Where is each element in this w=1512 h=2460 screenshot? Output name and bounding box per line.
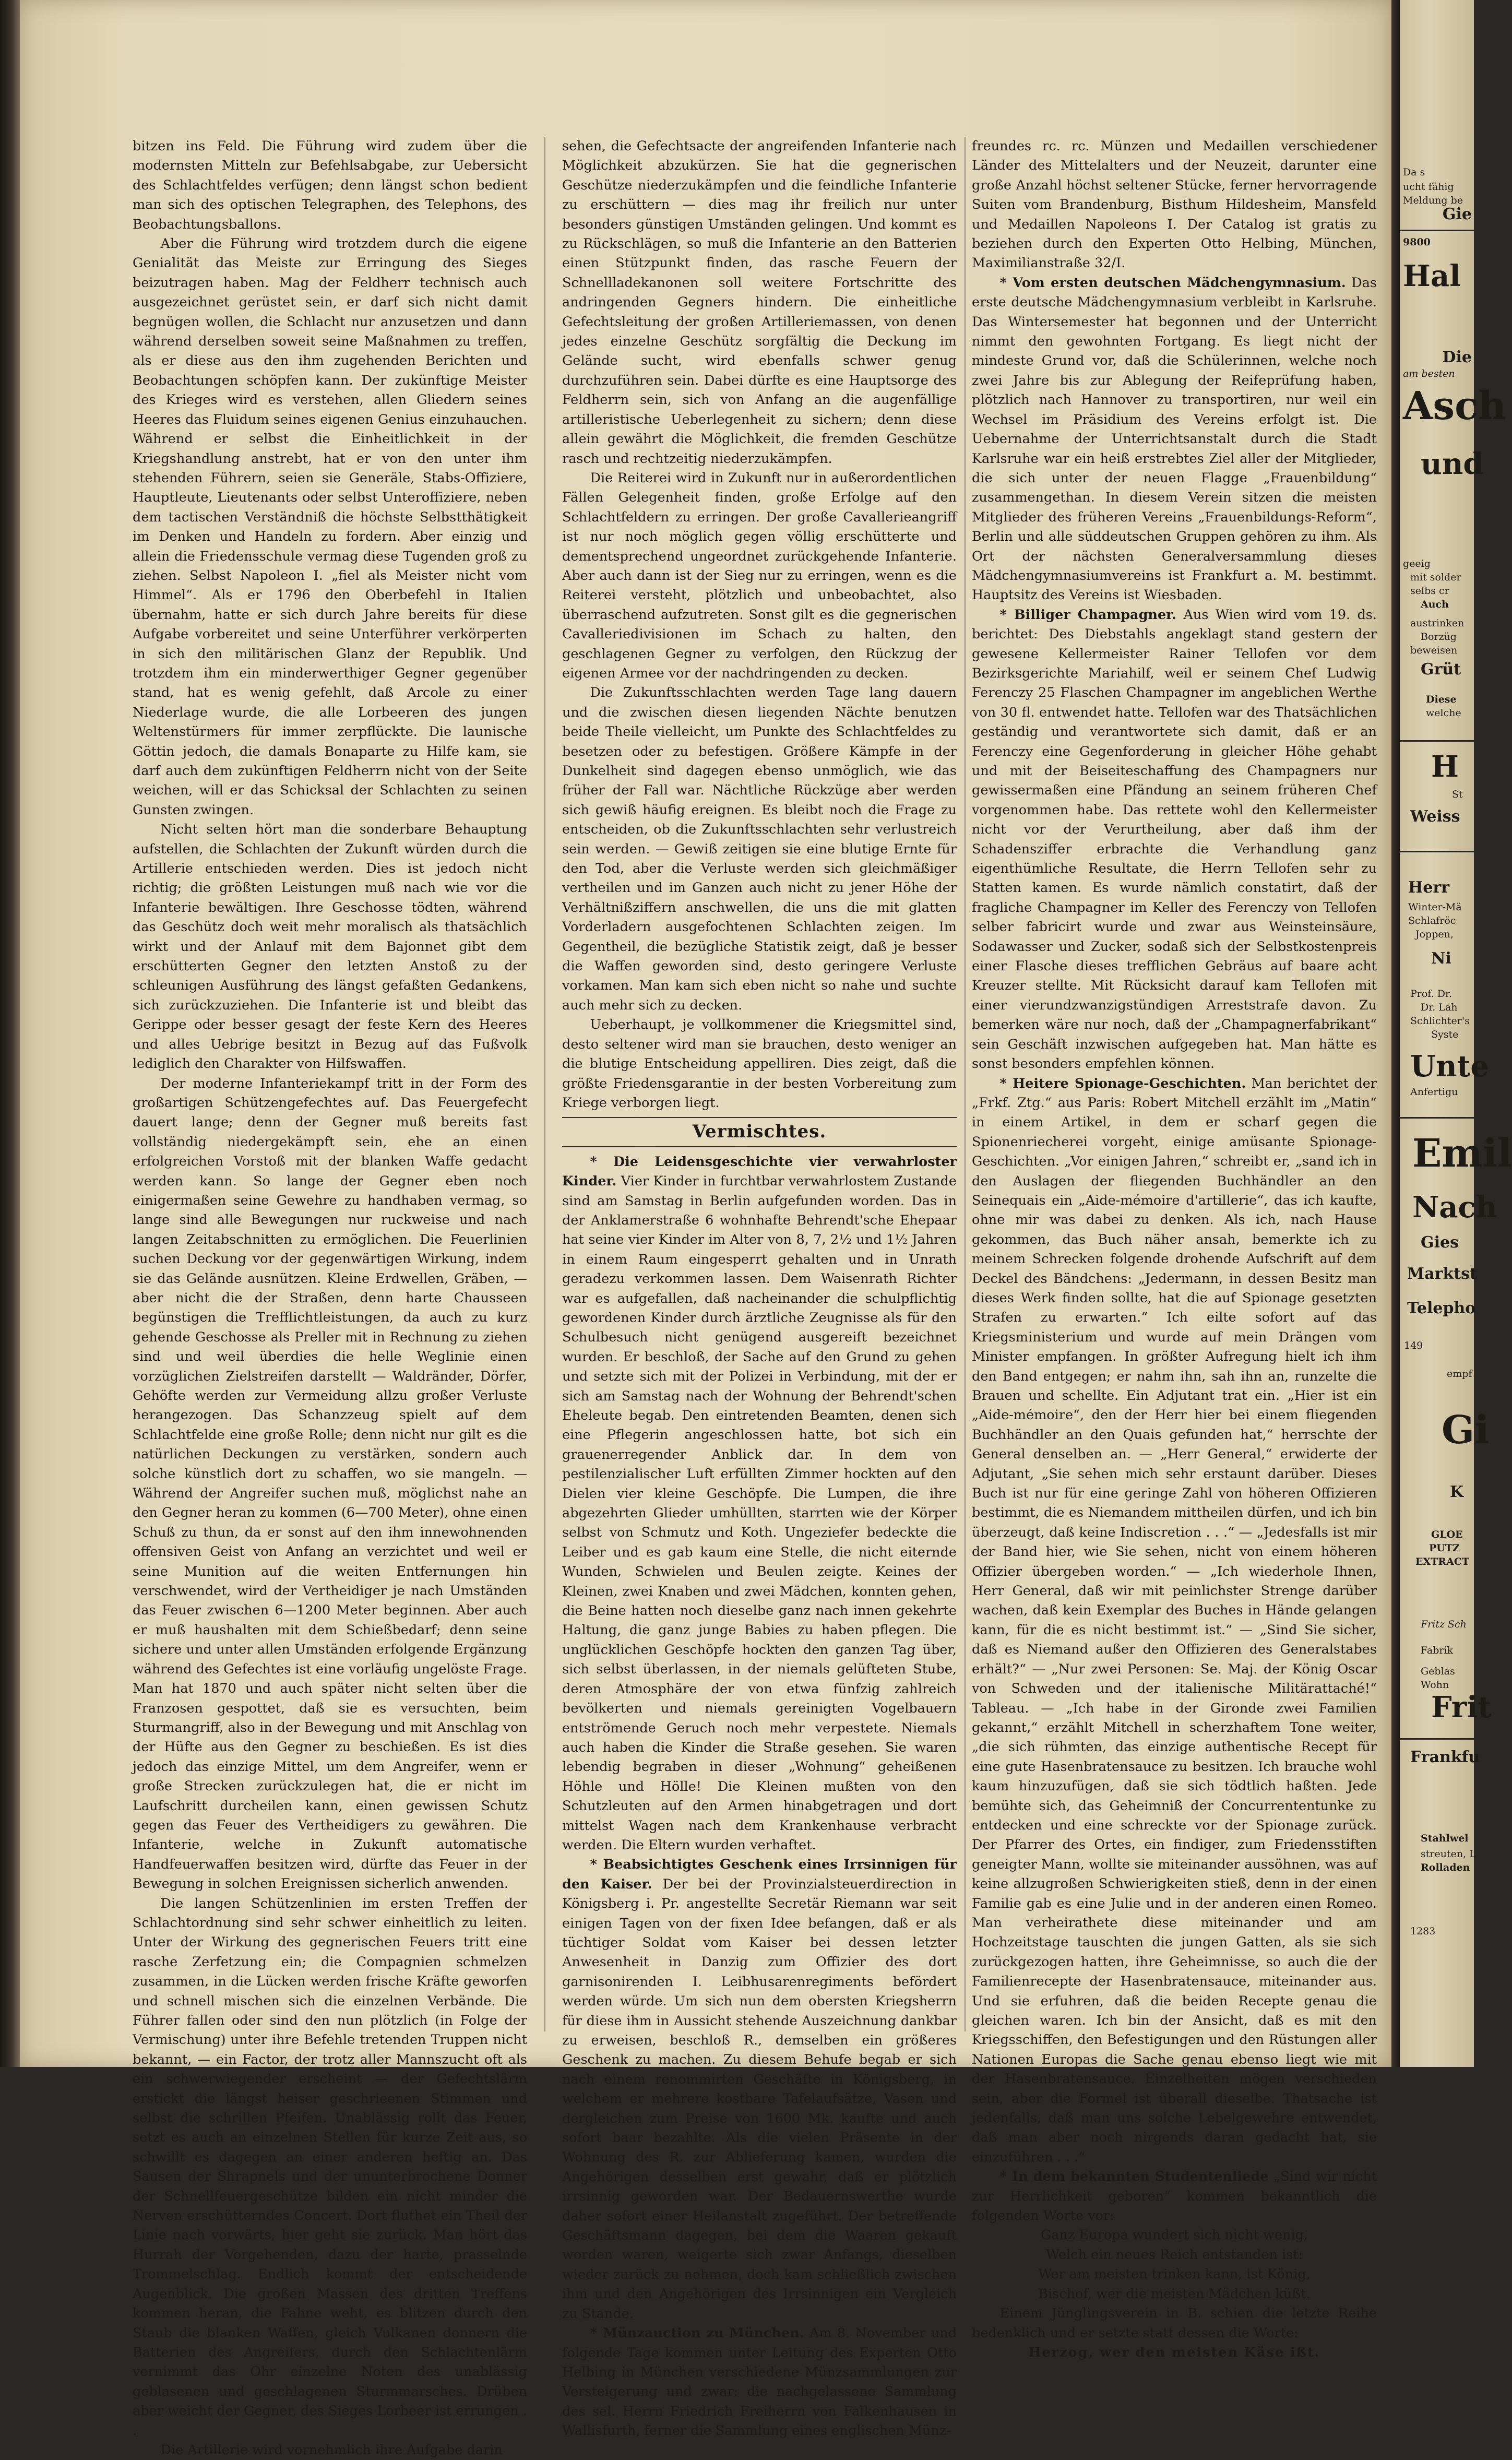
ad-fragment: geeig xyxy=(1403,558,1431,569)
ad-divider xyxy=(1400,851,1474,852)
ad-fragment: H xyxy=(1431,750,1459,784)
ad-fragment: Gie xyxy=(1442,205,1472,223)
ad-divider xyxy=(1400,1117,1474,1119)
ad-fragment: Ni xyxy=(1431,949,1451,968)
ad-fragment: selbs cr xyxy=(1410,585,1449,597)
ad-fragment: Meldung be xyxy=(1403,195,1463,206)
ad-fragment: Nach xyxy=(1412,1190,1497,1225)
ad-fragment: Gies xyxy=(1421,1233,1459,1252)
news-item-text: Man berichtet der „Frkf. Ztg.“ aus Paris: Robert Mitchell erzählt im „Matin“ in einem Artikel, in dem er scharf gegen die Spionenriecherei vorgeht, einige amüsante Spionage-Geschichten. „Vor einigen Jahren,“ schreibt er, „sand ich in den Auslagen der fliegenden Buchhändler an den Seinequais ein „Aide-mémoire d'artillerie“, das ich kaufte, ohne mir was dabei zu denken. Als ich, nach Hause gekommen, das Buch näher ansah, bemerkte ich zu meinem Schrecken folgende drohende Aufschrift auf dem Deckel des Bändchens: „Jedermann, in dessen Besitz man dieses Werk finden sollte, hat die auf Spionage gesetzten Strafen zu erwarten.“ Ich eilte sofort auf das Kriegsministerium und wurde auf mein Drängen vom Minister empfangen. In größter Aufregung hielt ich ihm den Band entgegen; er nahm ihn, sah ihn an, runzelte die Brauen und schellte. Ein Adjutant trat ein. „Hier ist ein „Aide-mémoire“, den der Herr hier bei einem fliegenden Buchhändler an den Quais gefunden hat,“ herrschte der General denselben an. — „Herr General,“ erwiderte der Adjutant, „Sie sehen mich sehr erstaunt darüber. Dieses Buch ist nur für eine geringe Zahl von höheren Offizieren bestimmt, die es Niemandem mittheilen dürfen, und ich bin überzeugt, daß keine Indiscretion . . .“ — „Jedesfalls ist mir der Band hier, wie Sie sehen, nicht von einem höheren Offizier übergeben worden.“ — „Ich wiederhole Ihnen, Herr General, daß wir mit peinlichster Strenge darüber wachen, daß kein Exemplar des Buches in Hände gelangen kann, für die es nicht bestimmt ist.“ — „Sind Sie sicher, daß es Niemand außer den Offizieren des Generalstabes erhält?“ — „Nur zwei Personen: Se. Maj. der König Oscar von Schweden und der italienische Militärattaché!“ Tableau. — „Ich habe in der Gironde zwei Familien gekannt,“ erzählt Mitchell in scherzhaftem Tone weiter, „die sich rühmten, das einzige authentische Recept für eine gute Hasenbratensauce zu besitzen. Ich brauche wohl kaum hinzuzufügen, daß sie sich tödtlich haßten. Jede bemühte sich, das Geheimniß der Concurrententunke zu entdecken und eine schreckte vor der Spionage zurück. Der Pfarrer des Ortes, ein findiger, zum Friedensstiften geneigter Mann, wollte sie miteinander aussöhnen, was auf keine allzugroßen Schwierigkeiten stieß, denn in der einen Familie gab es eine Julie und in der anderen einen Romeo. Man verheirathete diese miteinander und am Hochzeitstage tauschten die jungen Gatten, als sie sich zurückgezogen hatten, ihre Geheimnisse, so auch die der Familienrecepte der Hasenbratensauce, miteinander aus. Und sie erfuhren, daß die beiden Recepte genau die gleichen waren. Ich bin der Ansicht, daß es mit den Kriegsschiffen, den Befestigungen und den Rüstungen aller Nationen Europas die Sache genau ebenso liegt wie mit der Hasenbratensauce. Einzelheiten mögen verschieden sein, aber die Formel ist überall dieselbe. Thatsache ist jedenfalls, daß man uns solche Lebelgewehre entwendet, daß man aber noch nirgends daran gedacht hat, sie einzuführen . . .“ xyxy=(972,1075,1377,2165)
ad-fragment: ucht fähig xyxy=(1403,181,1454,193)
ad-fragment: Syste xyxy=(1431,1029,1459,1040)
ad-fragment: am besten xyxy=(1403,368,1455,379)
news-item xyxy=(562,1152,957,1856)
ad-fragment: Marktst xyxy=(1407,1265,1477,1283)
ad-fragment: Hal xyxy=(1403,259,1461,293)
ad-fragment: Die xyxy=(1442,348,1472,366)
news-item-heading: * Münzauction zu München. xyxy=(590,2325,804,2342)
ad-fragment: Herr xyxy=(1408,878,1450,897)
news-item-heading: * Billiger Champagner. xyxy=(999,607,1177,623)
ad-fragment: St xyxy=(1452,789,1463,800)
paragraph: bitzen ins Feld. Die Führung wird zudem über die modernsten Mitteln zur Befehlsabgabe, zur Uebersicht des Schlachtfeldes verfügen; denn längst schon bedient man sich des optischen Telegraphen, des Telephons, des Beobachtungsballons. xyxy=(133,138,527,232)
ad-divider xyxy=(1400,740,1474,742)
ad-fragment: Stahlwel xyxy=(1421,1833,1469,1844)
paragraph: Die Reiterei wird in Zukunft nur in außerordentlichen Fällen Gelegenheit finden, große Erfolge auf den Schlachtfeldern zu erringen. Der große Cavallerieangriff ist nur noch möglich gegen völlig erschütterte und dementsprechend ungeordnet zurückgehende Infanterie. Aber auch dann ist der Sieg nur zu erringen, wenn es die Reiterei versteht, plötzlich und unbeobachtet, also überraschend aufzutreten. Sonst gilt es die gegnerischen Cavalleriedivisionen im Schach zu halten, den geschlagenen Gegner zu verfolgen, den Rückzug der eigenen Armee vor der nachdringenden zu decken. xyxy=(562,470,957,681)
paragraph: Der moderne Infanteriekampf tritt in der Form des großartigen Schützengefechtes auf. Das Feuergefecht dauert lange; denn der Gegner muß bereits fast vollständig niedergekämpft sein, ehe an einen erfolgreichen Vorstoß mit der blanken Waffe gedacht werden kann. So lange der Gegner eben noch einigermaßen seine Gewehre zu handhaben vermag, so lange sind alle Bewegungen nur ruckweise und nach langen Zeitabschnitten zu ermöglichen. Die Feuerlinien suchen Deckung vor der gegenwärtigen Wirkung, indem sie das Gelände ausnützen. Kleine Erdwellen, Gräben, — aber nicht die der Straßen, denn harte Chausseen begünstigen die Trefflichtleistungen, da auch zu kurz gehende Geschosse als Preller mit in Rechnung zu ziehen sind und weil überdies die helle Weglinie einen vorzüglichen Zielstreifen darstellt — Waldränder, Dörfer, Gehöfte werden zur Vermeidung allzu großer Verluste herangezogen. Das Schanzzeug spielt auf dem Schlachtfelde eine große Rolle; denn nicht nur gilt es die natürlichen Deckungen zu verstärken, sondern auch solche künstlich dort zu schaffen, wo sie mangeln. — Während der Angreifer suchen muß, möglichst nahe an den Gegner heran zu kommen (6—700 Meter), ohne einen Schuß zu thun, da er sonst auf den ihm innewohnenden offensiven Geist von Anfang an verzichtet und weil er seine Munition auf die weiten Entfernungen hin verschwendet, wird der Vertheidiger je nach Umständen das Feuer zwischen 6—1200 Meter beginnen. Aber auch er muß haushalten mit dem Schießbedarf; denn seine sichere und unter allen Umständen erfolgende Ergänzung während des Gefechtes ist eine vorläufig ungelöste Frage. Man hat 1870 und auch später nicht selten über die Franzosen gespottet, daß sie es versuchten, beim Sturmangriff, also in der Bewegung und mit Anschlag von der Hüfte aus den Gegner zu beschießen. Es ist dies jedoch das einzige Mittel, um dem Angreifer, wenn er große Strecken zurückzulegen hat, die er nicht im Laufschritt durcheilen kann, einen gewissen Schutz gegen das Feuer des Vertheidigers zu gewähren. Die Infanterie, welche in Zukunft automatische Handfeuerwaffen besitzen wird, dürfte das Feuer in der Bewegung in solchen Ereignissen sicherlich anwenden. xyxy=(133,1075,527,1892)
ad-fragment: Schlichter's xyxy=(1410,1015,1470,1027)
ad-fragment: Unte xyxy=(1410,1049,1490,1084)
news-item-heading: * Vom ersten deutschen Mädchengymnasium. xyxy=(999,275,1346,291)
ad-fragment: Emil xyxy=(1412,1131,1512,1176)
verse-line: Herzog, wer den meisten Käse ißt. xyxy=(1028,2344,1320,2360)
news-item xyxy=(972,274,1377,605)
ad-fragment: welche xyxy=(1426,707,1461,719)
ad-fragment: Auch xyxy=(1421,599,1449,610)
verse-line: Bischof, wer die meisten Mädchen küßt. xyxy=(1038,2286,1311,2302)
ad-fragment: Gi xyxy=(1442,1408,1490,1453)
news-item-text: freundes rc. rc. Münzen und Medaillen verschiedener Länder des Mittelalters und der Neuzeit, darunter eine große Anzahl höchst seltener Stücke, ferner hervorragende Suiten vom Brandenburg, Bisthum Hildesheim, Mansfeld und Medaillen Napoleons I. Der Catalog ist gratis zu beziehen durch den Experten Otto Helbing, München, Maximilianstraße 32/I. xyxy=(972,138,1377,271)
ad-fragment: Fritz Sch xyxy=(1421,1619,1467,1630)
ad-fragment: Frit xyxy=(1431,1690,1492,1725)
verse-line: Welch ein neues Reich entstanden ist: xyxy=(1045,2247,1303,2263)
paragraph: Die Artillerie wird vornehmlich ihre Aufgabe darin xyxy=(160,2442,503,2458)
ad-fragment: Asch xyxy=(1403,384,1506,429)
ad-fragment: Dr. Lah xyxy=(1421,1002,1458,1013)
ad-fragment: Schlafröc xyxy=(1408,915,1456,926)
news-item xyxy=(972,137,1377,274)
ad-fragment: Grüt xyxy=(1421,660,1461,679)
ad-fragment: Frankfu xyxy=(1410,1748,1480,1766)
paragraph: Nicht selten hört man die sonderbare Behauptung aufstellen, die Schlachten der Zukunft würden durch die Artillerie entschieden werden. Dies ist jedoch nicht richtig; die größten Leistungen muß nach wie vor die Infanterie bewältigen. Ihre Geschosse tödten, während das Geschütz doch weit mehr moralisch als thatsächlich wirkt und der Anlauf mit dem Bajonnet gibt dem erschütterten Gegner den letzten Anstoß zu der schleunigen Ausführung des längst gefaßten Gedankens, sich zurückzuziehen. Die Infanterie ist und bleibt das Gerippe oder besser gesagt der feste Kern des Heeres und alles Uebrige besitzt in Bezug auf das Fußvolk lediglich den Charakter von Hilfswaffen. xyxy=(133,822,527,1072)
ad-fragment: Prof. Dr. xyxy=(1410,988,1453,1000)
book-binding-shadow xyxy=(0,0,20,2067)
ad-fragment: Weiss xyxy=(1410,807,1460,826)
page-gutter xyxy=(1391,0,1400,2067)
section-title: Vermischtes. xyxy=(562,1117,957,1147)
ad-fragment: Anfertigu xyxy=(1410,1086,1458,1098)
paragraph: Die langen Schützenlinien im ersten Treffen der Schlachtordnung sind sehr schwer einheitlich zu leiten. Unter der Wirkung des gegnerischen Feuers tritt eine rasche Zerfetzung ein; die Compagnien schmelzen zusammen, in die Lücken werden frische Kräfte geworfen und schnell mischen sich die einzelnen Verbände. Die Führer fallen oder sind den nun plötzlich (in Folge der Vermischung) unter ihre Befehle tretenden Truppen nicht bekannt, — ein Factor, der trotz aller Mannszucht oft als ein schwerwiegender erscheint — der Gefechtslärm erstickt die längst heiser geschrieenen Stimmen und selbst die schrillen Pfeifen. Unablässig rollt das Feuer, setzt es auch an einzelnen Stellen für kurze Zeit aus, so schwillt es dagegen an einer anderen heftig an. Das Sausen der Shrapnels und der ununterbrochene Donner der Schnellfeuergeschütze bilden ein nicht minder die Nerven erschütterndes Concert. Dort fluthet ein Theil der Linie nach vorwärts, hier geht sie zurück. Man hört das Hurrah der Vorgehenden, dazu der harte, prasselnde Trommelschlag. Endlich kommt der entscheidende Augenblick. Die großen Massen des dritten Treffens kommen heran, die Fahne weht, es blitzen durch den Staub die blanken Waffen, gleich Vulkanen donnern die Batterien des Angreifers, durch den Schlachtenlärm vernimmt das Ohr einzelne Noten des unablässig geblasenen und geschlagenen Sturmmarsches. Drüben aber weicht der Gegner, des Sieges Lorbeer ist errungen . . xyxy=(133,1895,527,2439)
news-item-heading: * Heitere Spionage-Geschichten. xyxy=(999,1075,1246,1091)
article-column-2 xyxy=(562,137,957,2439)
news-item-text: Vier Kinder in furchtbar verwahrlostem Zustande sind am Samstag in Berlin aufgefunden worden. Das in der Anklamerstraße 6 wohnhafte Behrendt'sche Ehepaar hat seine vier Kinder im Alter von 8, 7, 2½ und 1½ Jahren in einem Raum eingesperrt gehalten und in Unrath geradezu verkommen lassen. Dem Waisenrath Richter war es aufgefallen, daß nacheinander die schulpflichtig gewordenen Kinder durch ärztliche Zeugnisse als für den Schulbesuch nicht genügend ausgereift bezeichnet wurden. Er beschloß, der Sache auf den Grund zu gehen und setzte sich mit der Polizei in Verbindung, mit der er sich am Samstag nach der Wohnung der Behrendt'schen Eheleute begab. Den eintretenden Beamten, denen sich eine Pflegerin angeschlossen hatte, bot sich ein grauenerregender Anblick dar. In dem von pestilenzialischer Luft erfüllten Zimmer hockten auf den Dielen vier kleine Geschöpfe. Die Lumpen, die ihre abgezehrten Glieder umhüllten, starrten wie der Körper selbst von Schmutz und Koth. Ungeziefer bedeckte die Leiber und es gab kaum eine Stelle, die nicht eiternde Wunden, Schwielen und Beulen zeigte. Keines der Kleinen, zwei Knaben und zwei Mädchen, konnten gehen, die Beine hatten noch dieselbe ganz nach innen gekehrte Haltung, die ganz junge Babies zu haben pflegen. Die unglücklichen Geschöpfe hockten den ganzen Tag über, sich selbst überlassen, in der niemals gelüfteten Stube, deren Atmosphäre der von etwa fünfzig zahlreich bevölkerten und niemals gereinigten Vogelbauern entströmende Geruch noch mehr verpestete. Niemals auch haben die Kinder die Straße gesehen. Sie waren lebendig begraben in dieser „Wohnung“ geheißenen Höhle und Hölle! Die Kleinen mußten von den Schutzleuten auf den Armen hinabgetragen und dort mittelst Wagen nach dem Krankenhause verbracht werden. Die Eltern wurden verhaftet. xyxy=(562,1173,957,1853)
ad-divider xyxy=(1400,1738,1474,1740)
news-item-heading: * Die Leidensgeschichte vier verwahrloster Kinder. xyxy=(562,1154,957,1190)
ad-fragment: mit solder xyxy=(1410,572,1461,583)
ad-fragment: Fabrik xyxy=(1421,1645,1454,1656)
news-item-text: „Sind wir nicht zur Herrlichkeit geboren“ kommen bekanntlich die folgenden Worte vor: xyxy=(972,2169,1377,2224)
paragraph: sehen, die Gefechtsacte der angreifenden Infanterie nach Möglichkeit abzukürzen. Sie hat die gegnerischen Geschütze niederzukämpfen und die feindliche Infanterie zu erschüttern — dies mag ihr freilich nur unter besonders günstigen Umständen gelingen. Und kommt es zu Rückschlägen, so muß die Infanterie an den Batterien einen Stützpunkt finden, das rasche Feuern der Schnellladekanonen soll weitere Fortschritte des andringenden Gegners hindern. Die einheitliche Gefechtsleitung der großen Artilleriemassen, von denen jedes einzelne Geschütz sorgfältig die Deckung im Gelände sucht, wird ebenfalls schwer genug durchzuführen sein. Dabei dürfte es eine Hauptsorge des Feldherrn sein, sich von Anfang an die augenfällige artilleristische Ueberlegenheit zu sichern; denn diese allein gewährt die Möglichkeit, die fremden Geschütze rasch und rechtzeitig niederzukämpfen. xyxy=(562,138,957,467)
verse-line: Wer am meisten trinken kann, ist König, xyxy=(1038,2266,1311,2283)
article-column-3 xyxy=(972,137,1377,2360)
news-item xyxy=(972,2167,1377,2226)
paragraph: Einem Jünglingsverein in B. schien die letzte Reihe bedenklich und er setzte statt dessen die Worte: xyxy=(972,2305,1377,2341)
ad-fragment: 149 xyxy=(1404,1340,1423,1351)
verse-line: Ganz Europa wundert sich nicht wenig, xyxy=(1041,2227,1308,2243)
news-item-text: Das erste deutsche Mädchengymnasium verbleibt in Karlsruhe. Das Wintersemester hat begonnen und der Unterricht nimmt den gewohnten Fortgang. Es liegt nicht der mindeste Grund vor, daß die Schülerinnen, welche noch zwei Jahre bis zur Ablegung der Reifeprüfung haben, plötzlich nach Hannover zu transportiren, nur weil ein Wechsel im Präsidium des Vereins erfolgt ist. Die Uebernahme der Unterrichtsanstalt durch die Stadt Karlsruhe war ein heiß erstrebtes Ziel aller der Mitglieder, die sich unter der neuen Flagge „Frauenbildung“ zusammengethan. In diesem Verein sitzen die meisten Mitglieder des früheren Vereins „Frauenbildungs-Reform“, Berlin und alle süddeutschen Gruppen gehören zu ihm. Als Ort der nächsten Generalversammlung dieses Mädchengymnasiumvereins ist Frankfurt a. M. bestimmt. Hauptsitz des Vereins ist Wiesbaden. xyxy=(972,275,1377,603)
ad-fragment: Geblas xyxy=(1421,1666,1455,1677)
news-item-text: Der bei der Provinzialsteuerdirection in Königsberg i. Pr. angestellte Secretär Riemann war seit einigen Tagen von der fixen Idee befangen, daß er als tüchtiger Soldat vom Kaiser bei dessen letzter Anwesenheit in Danzig zum Offizier des dort garnisonirenden I. Leibhusarenregiments befördert werden würde. Um sich nun dem obersten Kriegsherrn für diese ihm in Aussicht stehende Auszeichnung dankbar zu erweisen, beschloß R., demselben ein größeres Geschenk zu machen. Zu diesem Behufe begab er sich nach einem renommirten Geschäfte in Königsberg, in welchem er mehrere kostbare Tafelaufsätze, Vasen und dergleichen zum Preise von 1600 Mk. kaufte und auch sofort baar bezahlte. Als die vielen Präsente in der Wohnung des R. zur Ablieferung kamen, wurden die Angehörigen desselben erst gewahr, daß er plötzlich irrsinnig geworden war. Der Bedauernswerthe wurde daher sofort einer Heilanstalt zugeführt. Der betreffende Geschäftsmann dagegen, bei dem die Waaren gekauft worden waren, weigerte sich zwar Anfangs, dieselben wieder zurück zu nehmen, doch kam schließlich zwischen ihm und den Angehörigen des Irrsinnigen ein Vergleich zu Stande. xyxy=(562,1876,957,2322)
ad-fragment: Borzüg xyxy=(1421,631,1457,643)
ad-fragment: Winter-Mä xyxy=(1408,901,1462,913)
adjacent-page-ads xyxy=(1400,0,1512,2067)
ad-fragment: GLOE xyxy=(1431,1529,1463,1540)
article-column-1 xyxy=(133,137,527,2458)
ad-fragment: EXTRACT xyxy=(1415,1556,1470,1567)
ad-fragment: Telepho xyxy=(1407,1299,1476,1317)
ad-fragment: Joppen, xyxy=(1415,929,1454,940)
ad-fragment: Rolladen xyxy=(1421,1862,1470,1873)
ad-fragment: und xyxy=(1421,447,1484,481)
ad-fragment: 9800 xyxy=(1403,236,1431,248)
column-rule xyxy=(544,137,545,2031)
news-item xyxy=(562,2324,957,2441)
news-item xyxy=(972,1074,1377,2168)
news-item-text: Aus Wien wird vom 19. ds. berichtet: Des Diebstahls angeklagt stand gestern der gewesene Kellermeister Rainer Tellofen vor dem Bezirksgerichte Mariahilf, weil er seinem Chef Ludwig Ferenczy 25 Flaschen Champagner im angeblichen Werthe von 30 fl. entwendet hatte. Tellofen war des Thatsächlichen geständig und verantwortete sich damit, daß er an Ferenczy eine Gegenforderung in gleicher Höhe gehabt und mit der Beiseiteschaffung des Champagners nur gewissermaßen eine Pfändung an seinem früheren Chef vorgenommen habe. Das rettete wohl den Kellermeister nicht vor der Verurtheilung, aber daß ihm der Schadensziffer erbrachte die Verhandlung ganz eigenthümliche Resultate, die Herrn Tellofen sehr zu Statten kamen. Es wurde nämlich constatirt, daß der fragliche Champagner im Keller des Ferenczy von Tellofen selber fabricirt wurde und zwar aus Weinsteinsäure, Sodawasser und Zucker, sodaß sich der Selbstkostenpreis einer Flasche dieses trefflichen Gebräus auf baare acht Kreuzer stellte. Mit Rücksicht darauf kam Tellofen mit einer vierundzwanzigstündigen Arreststrafe davon. Zu bemerken wäre nur noch, daß der „Champagnerfabrikant“ sein Geschäft inzwischen aufgegeben hat. Man hätte es sonst besonders empfehlen können. xyxy=(972,607,1377,1072)
paragraph: Die Zukunftsschlachten werden Tage lang dauern und die zwischen diesen liegenden Nächte benutzen beide Theile vielleicht, um Punkte des Schlachtfeldes zu besetzen oder zu befestigen. Größere Kämpfe in der Dunkelheit sind dagegen ebenso unmöglich, wie das früher der Fall war. Nächtliche Rückzüge aber werden sich gewiß häufig ereignen. Es bleibt noch die Frage zu entscheiden, ob die Zukunftsschlachten sehr verlustreich sein werden. — Gewiß zeitigen sie eine blutige Ernte für den Tod, aber die Verluste werden sich gleichmäßiger vertheilen und im Ganzen auch nicht zu jener Höhe der Verhältnißziffern anschwellen, die uns die mit glatten Vorderladern ausgefochtenen Schlachten zeigen. Im Gegentheil, die bezügliche Statistik zeigt, daß je besser die Waffen geworden sind, desto geringere Verluste vorkamen. Man kam sich eben nicht so nahe und suchte auch mehr sich zu decken. xyxy=(562,685,957,1013)
ad-fragment: PUTZ xyxy=(1429,1542,1460,1554)
ad-fragment: streuten, L xyxy=(1421,1848,1476,1860)
ad-fragment: austrinken xyxy=(1410,617,1465,629)
news-item xyxy=(972,605,1377,1074)
ad-fragment: Da s xyxy=(1403,167,1425,178)
ad-fragment: beweisen xyxy=(1410,645,1458,656)
ad-fragment: empf xyxy=(1447,1368,1472,1380)
news-item-heading: * Beabsichtigtes Geschenk eines Irrsinnigen für den Kaiser. xyxy=(562,1857,957,1892)
column-rule xyxy=(965,137,966,2031)
ad-fragment: Wohn xyxy=(1421,1679,1449,1691)
ad-fragment: K xyxy=(1450,1483,1464,1501)
ad-fragment: 1283 xyxy=(1410,1926,1436,1937)
news-item xyxy=(562,1855,957,2324)
news-item-text: Am 8. November und folgende Tage kommen unter Leitung des Experten Otto Helbing in München verschiedene Münzsammlungen zur Versteigerung und zwar: die nachgelassene Sammlung des sel. Herrn Friedrich Freiherrn von Falkenhausen in Wallisfurth, ferner die Sammlung eines englischen Münz- xyxy=(562,2325,957,2439)
ad-divider xyxy=(1400,230,1474,231)
paragraph: Aber die Führung wird trotzdem durch die eigene Genialität das Meiste zur Erringung des Sieges beizutragen haben. Mag der Feldherr technisch auch ausgezeichnet gerüstet sein, er darf sich nicht damit begnügen wollen, die Schlacht nur anzusetzen und dann während derselben soweit seine Maßnahmen zu treffen, als er diese aus den ihm zugehenden Berichten und Beobachtungen schöpfen kann. Der zukünftige Meister des Krieges wird es verstehen, allen Gliedern seines Heeres das Fluidum seines eigenen Genius einzuhauchen. Während er selbst die Einheitlichkeit in der Kriegshandlung anstrebt, hat er von den unter ihm stehenden Führern, seien sie Generäle, Stabs-Offiziere, Hauptleute, Lieutenants oder selbst Unteroffiziere, neben dem tactischen Verständniß die höchste Selbstthätigkeit im Denken und Handeln zu fordern. Aber einzig und allein die Friedensschule vermag diese Tugenden groß zu ziehen. Selbst Napoleon I. „fiel als Meister nicht vom Himmel“. Als er 1796 den Oberbefehl in Italien übernahm, hatte er sich durch Jahre bereits für diese Aufgabe vorbereitet und seine Unterführer verkörperten in sich den militärischen Glanz der Republik. Und trotzdem ihm ein minderwerthiger Gegner gegenüber stand, hat es wenig gefehlt, daß Arcole zu einer Niederlage wurde, die alle Lorbeeren des jungen Weltenstürmers für immer zerpflückte. Die launische Göttin jedoch, die damals Bonaparte zu Hilfe kam, sie darf auch dem zukünftigen Feldherrn nicht von der Seite weichen, will er das Schicksal der Schlachten zu seinen Gunsten zwingen. xyxy=(133,236,527,818)
paragraph: Ueberhaupt, je vollkommener die Kriegsmittel sind, desto seltener wird man sie brauchen, desto weniger an die blutige Entscheidung appelliren. Dies zeigt, daß die größte Friedensgarantie in der besten Vorbereitung zum Kriege verborgen liegt. xyxy=(562,1017,957,1111)
ad-fragment: Diese xyxy=(1426,694,1457,705)
news-item-heading: * In dem bekannten Studentenliede xyxy=(999,2169,1269,2185)
